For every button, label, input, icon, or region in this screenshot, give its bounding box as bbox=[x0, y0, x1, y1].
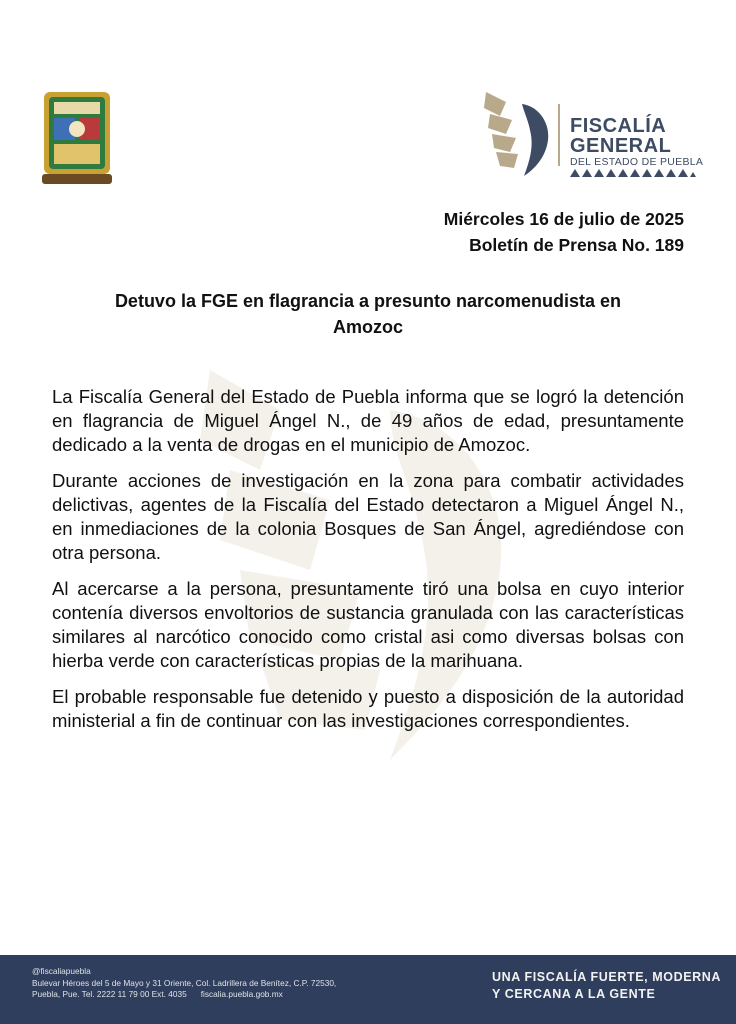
paragraph: Al acercarse a la persona, presuntamente tiró una bolsa en cuyo interior contenía diversos envoltorios de sustancia granulada con las características similares al narcótico conocido como cristal asi como diversas bolsas con hierba verde con características propias de la marihuana. bbox=[52, 578, 684, 671]
paragraph: El probable responsable fue detenido y puesto a disposición de la autoridad ministerial a fin de continuar con las investigaciones correspondientes. bbox=[52, 686, 684, 731]
address-line: Puebla, Pue. Tel. 2222 11 79 00 Ext. 4035 bbox=[32, 989, 187, 999]
footer-slogan bbox=[492, 969, 721, 1003]
decorative-pattern bbox=[570, 169, 696, 177]
logo-divider bbox=[558, 104, 560, 166]
website-link[interactable]: fiscalia.puebla.gob.mx bbox=[200, 989, 283, 999]
paragraph: La Fiscalía General del Estado de Puebla informa que se logró la detención en flagrancia de Miguel Ángel N., de 49 años de edad, presuntamente dedicado a la venta de drogas en el municipio de Amozoc. bbox=[52, 386, 684, 455]
headline bbox=[52, 288, 684, 340]
bulletin-number: Boletín de Prensa No. 189 bbox=[469, 235, 684, 255]
logo-text-general: GENERAL bbox=[570, 135, 672, 157]
address-phone-line bbox=[32, 989, 336, 1001]
fiscalia-general-logo bbox=[484, 88, 714, 180]
paragraph: Durante acciones de investigación en la zona para combatir actividades delictivas, agentes de la Fiscalía del Estado detectaron a Miguel Ángel N., en inmediaciones de la colonia Bosques de San Ángel, agrediéndose con otra persona. bbox=[52, 470, 684, 563]
press-date: Miércoles 16 de julio de 2025 bbox=[443, 209, 684, 229]
headline-line: Amozoc bbox=[332, 317, 403, 337]
address-line: Bulevar Héroes del 5 de Mayo y 31 Oriente, Col. Ladrillera de Benítez, C.P. 72530, bbox=[32, 977, 337, 988]
fge-eagle-head-icon bbox=[484, 88, 554, 178]
logo-text-estado: DEL ESTADO DE PUEBLA bbox=[570, 156, 704, 168]
date-block bbox=[444, 206, 684, 258]
puebla-coat-of-arms-logo bbox=[40, 88, 114, 188]
article-body bbox=[52, 385, 684, 745]
footer-bar bbox=[0, 955, 736, 1024]
logo-text-fiscalia: FISCALÍA bbox=[570, 115, 667, 137]
social-handle: @fiscaliapuebla bbox=[32, 966, 91, 976]
footer-contact bbox=[32, 966, 336, 1001]
slogan-line: Y CERCANA A LA GENTE bbox=[492, 987, 656, 1001]
headline-line: Detuvo la FGE en flagrancia a presunto narcomenudista en bbox=[114, 291, 622, 311]
slogan-line: UNA FISCALÍA FUERTE, MODERNA bbox=[492, 970, 722, 984]
